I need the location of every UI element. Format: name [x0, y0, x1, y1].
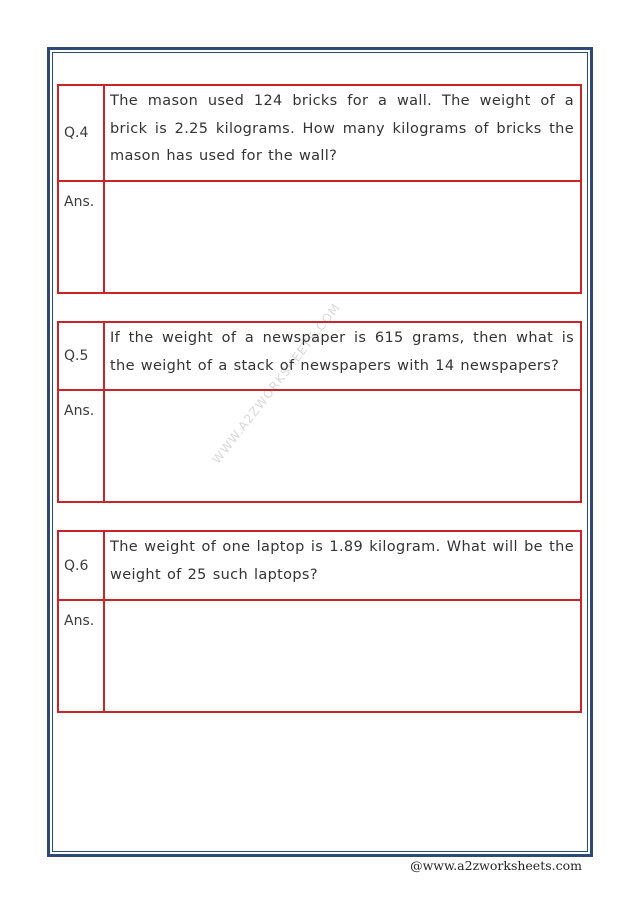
question-number: Q.4 — [59, 86, 105, 180]
question-text: The mason used 124 bricks for a wall. The weight of a brick is 2.25 kilograms. How many kilograms of bricks the mason has used for the wall? — [110, 93, 574, 164]
answer-label: Ans. — [59, 391, 105, 501]
answer-space[interactable] — [105, 601, 580, 711]
footer-url: @www.a2zworksheets.com — [410, 858, 582, 873]
answer-label: Ans. — [59, 601, 105, 711]
question-text: If the weight of a newspaper is 615 grams, then what is the weight of a stack of newspapers with 14 newspapers? — [110, 330, 574, 374]
question-number: Q.5 — [59, 323, 105, 389]
question-number: Q.6 — [59, 532, 105, 599]
watermark: WWW.A2ZWORKSHEETS.COM — [209, 300, 344, 467]
answer-row — [57, 182, 582, 294]
answer-label: Ans. — [59, 182, 105, 292]
answer-space[interactable] — [105, 182, 580, 292]
answer-row — [57, 391, 582, 503]
question-block-6 — [57, 530, 582, 713]
question-text: The weight of one laptop is 1.89 kilogram. What will be the weight of 25 such laptops? — [110, 539, 574, 583]
question-row — [57, 321, 582, 391]
question-row — [57, 84, 582, 182]
question-row — [57, 530, 582, 601]
question-block-5 — [57, 321, 582, 503]
answer-space[interactable] — [105, 391, 580, 501]
question-block-4 — [57, 84, 582, 294]
answer-row — [57, 601, 582, 713]
